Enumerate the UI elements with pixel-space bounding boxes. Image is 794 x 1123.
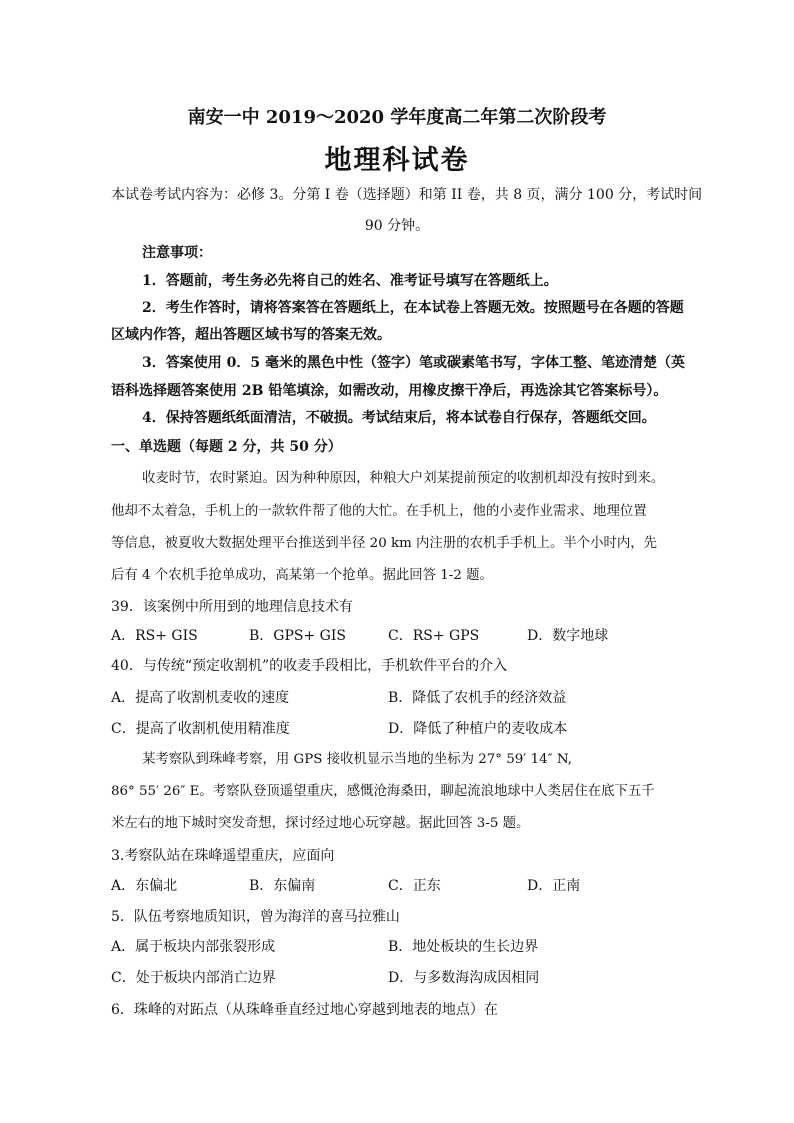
passage-line: 后有 4 个农机手抢单成功，高某第一个抢单。据此回答 1-2 题。 bbox=[111, 568, 493, 583]
passage-line: 86° 55′ 26″ E。考察队登顶遥望重庆，感慨沧海桑田，聊起流浪地球中人类居住在底下五千 bbox=[111, 784, 655, 799]
q40-option-b: B．降低了农机手的经济效益 bbox=[388, 690, 567, 706]
passage-line: 收麦时节，农时紧迫。因为种种原因，种粮大户刘某提前预定的收割机却没有按时到来。 bbox=[142, 471, 665, 486]
question-6-stem: 6．珠峰的对跖点（从珠峰垂直经过地心穿越到地表的地点）在 bbox=[111, 1002, 498, 1018]
q3-option-d: D．正南 bbox=[527, 878, 581, 894]
passage-line: 米左右的地下城时突发奇想，探讨经过地心玩穿越。据此回答 3-5 题。 bbox=[111, 816, 530, 831]
q39-option-b: B．GPS+ GIS bbox=[249, 628, 346, 644]
passage-line: 他却不太着急，手机上的一款软件帮了他的大忙。在手机上，他的小麦作业需求、地理位置 bbox=[111, 504, 647, 519]
question-5-stem: 5．队伍考察地质知识，曾为海洋的喜马拉雅山 bbox=[111, 909, 400, 925]
q5-option-a: A．属于板块内部张裂形成 bbox=[111, 939, 276, 955]
notice-item: 2．考生作答时，请将答案答在答题纸上，在本试卷上答题无效。按照题号在各题的答题 bbox=[142, 300, 684, 316]
subject-title: 地理科试卷 bbox=[324, 145, 470, 176]
passage-line: 等信息，被夏收大数据处理平台推送到半径 20 km 内注册的农机手手机上。半个小时内，先 bbox=[111, 536, 658, 551]
intro-line-1: 本试卷考试内容为：必修 3。分第 I 卷（选择题）和第 II 卷，共 8 页，满分 100 分，考试时间 bbox=[111, 187, 703, 203]
q39-option-a: A．RS+ GIS bbox=[111, 628, 198, 644]
q3-option-a: A．东偏北 bbox=[111, 878, 178, 894]
passage-line: 某考察队到珠峰考察，用 GPS 接收机显示当地的坐标为 27° 59′ 14″ N, bbox=[142, 752, 572, 767]
q40-option-c: C．提高了收割机使用精准度 bbox=[111, 721, 290, 737]
question-3-stem: 3.考察队站在珠峰遥望重庆，应面向 bbox=[111, 848, 335, 864]
q5-option-c: C．处于板块内部消亡边界 bbox=[111, 970, 276, 986]
question-40-stem: 40．与传统“预定收割机”的收麦手段相比，手机软件平台的介入 bbox=[111, 658, 508, 674]
section-heading: 一、单选题（每题 2 分，共 50 分） bbox=[111, 439, 342, 455]
q40-option-a: A．提高了收割机麦收的速度 bbox=[111, 690, 290, 706]
notice-item: 4．保持答题纸纸面清洁，不破损。考试结束后，将本试卷自行保存，答题纸交回。 bbox=[142, 410, 656, 426]
q3-option-c: C．正东 bbox=[388, 878, 441, 894]
q3-option-b: B．东偏南 bbox=[249, 878, 316, 894]
exam-title: 南安一中 2019～2020 学年度高二年第二次阶段考 bbox=[187, 107, 607, 128]
question-39-stem: 39．该案例中所用到的地理信息技术有 bbox=[111, 599, 353, 615]
q40-option-d: D．降低了种植户的麦收成本 bbox=[388, 721, 568, 737]
q5-option-d: D．与多数海沟成因相同 bbox=[388, 970, 540, 986]
q5-option-b: B．地处板块的生长边界 bbox=[388, 939, 539, 955]
notice-item: 1．答题前，考生务必先将自己的姓名、准考证号填写在答题纸上。 bbox=[142, 273, 558, 289]
q39-option-d: D．数字地球 bbox=[527, 628, 609, 644]
intro-line-2: 90 分钟。 bbox=[364, 218, 430, 234]
notice-heading: 注意事项： bbox=[142, 245, 212, 261]
notice-item: 3．答案使用 0．5 毫米的黑色中性（签字）笔或碳素笔书写，字体工整、笔迹清楚（英 bbox=[142, 355, 685, 371]
notice-item: 语科选择题答案使用 2B 铅笔填涂，如需改动，用橡皮擦干净后，再选涂其它答案标号）。 bbox=[111, 383, 668, 399]
q39-option-c: C．RS+ GPS bbox=[388, 628, 480, 644]
notice-item: 区域内作答，超出答题区域书写的答案无效。 bbox=[111, 327, 391, 343]
